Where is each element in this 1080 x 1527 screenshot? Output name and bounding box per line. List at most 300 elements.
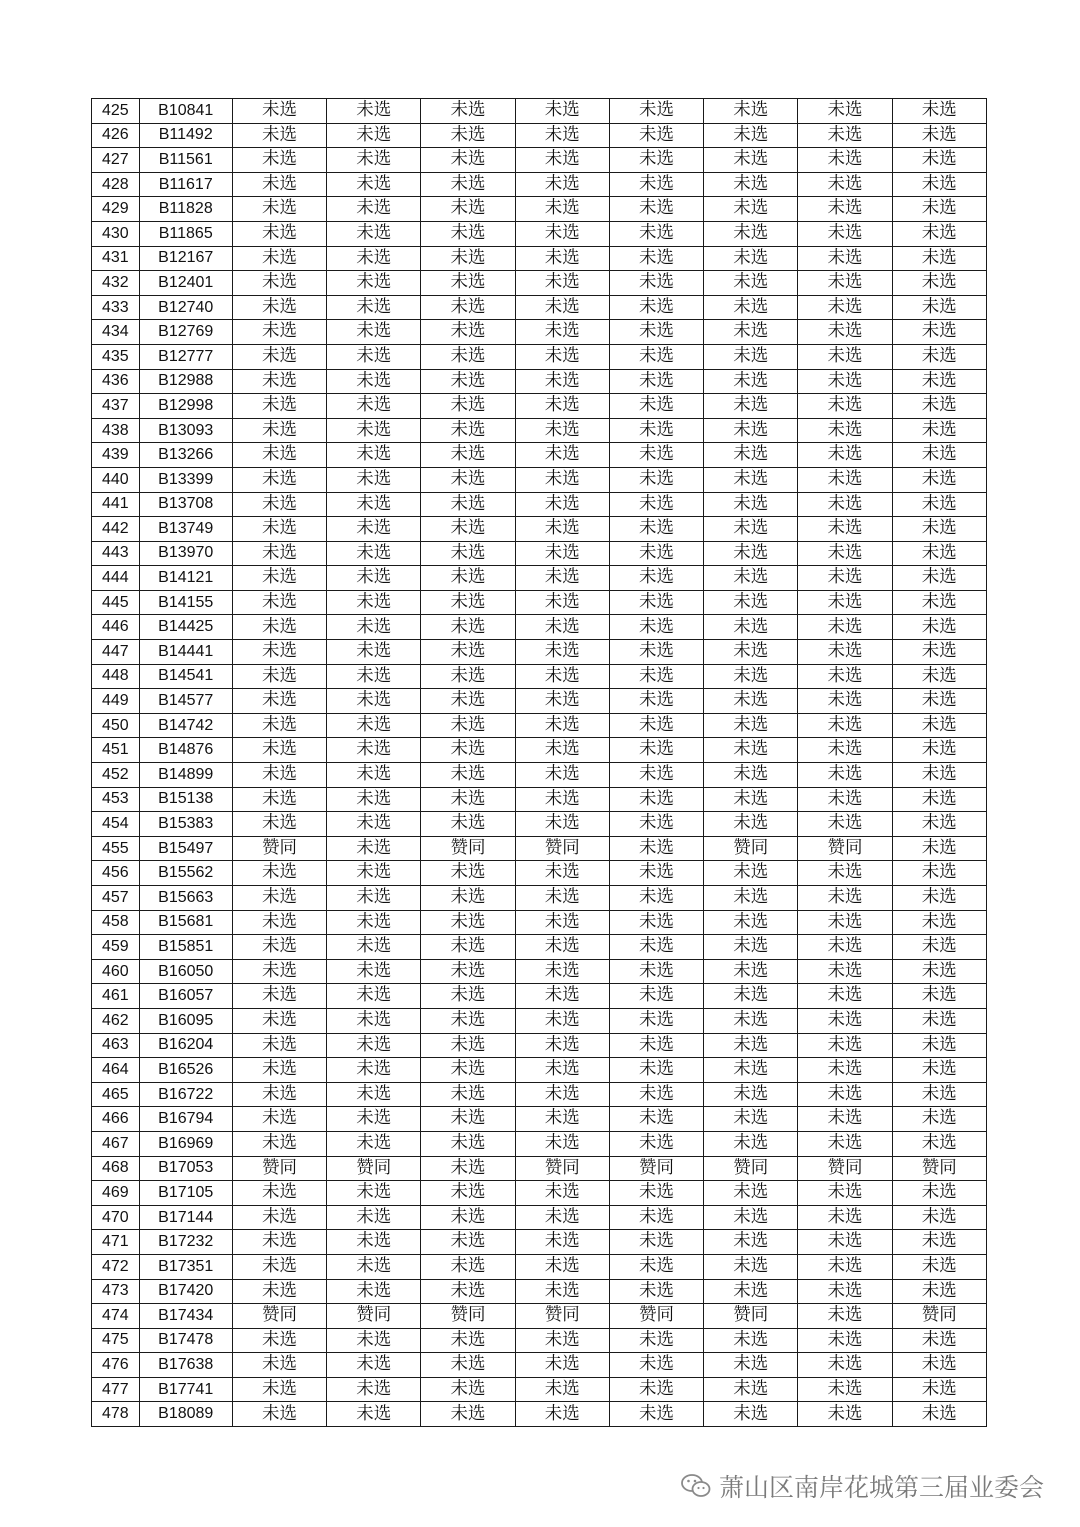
vote-cell: 未选 — [421, 1279, 515, 1304]
vote-cell: 未选 — [798, 369, 892, 394]
vote-cell: 未选 — [515, 172, 609, 197]
vote-cell: 未选 — [232, 1353, 326, 1378]
vote-cell: 未选 — [798, 123, 892, 148]
row-number-cell: 439 — [92, 443, 140, 468]
owner-code-cell: B16526 — [139, 1058, 232, 1083]
vote-cell: 未选 — [798, 1402, 892, 1427]
vote-cell: 未选 — [798, 1033, 892, 1058]
table-row — [92, 689, 987, 714]
vote-cell: 未选 — [892, 467, 986, 492]
owner-code-cell: B17741 — [139, 1377, 232, 1402]
owner-code-cell: B17144 — [139, 1205, 232, 1230]
vote-cell: 未选 — [892, 640, 986, 665]
vote-cell: 未选 — [892, 713, 986, 738]
vote-cell: 未选 — [232, 197, 326, 222]
vote-cell: 未选 — [232, 812, 326, 837]
owner-code-cell: B17638 — [139, 1353, 232, 1378]
vote-cell: 未选 — [892, 1353, 986, 1378]
row-number-cell: 472 — [92, 1254, 140, 1279]
vote-cell: 未选 — [609, 517, 703, 542]
vote-cell: 未选 — [327, 1082, 421, 1107]
owner-code-cell: B16204 — [139, 1033, 232, 1058]
vote-cell: 未选 — [515, 197, 609, 222]
vote-cell: 未选 — [704, 99, 798, 124]
wechat-icon — [681, 1473, 711, 1499]
vote-cell: 未选 — [232, 369, 326, 394]
vote-cell: 未选 — [609, 467, 703, 492]
vote-cell: 未选 — [704, 1008, 798, 1033]
vote-cell: 未选 — [609, 295, 703, 320]
vote-cell: 未选 — [798, 541, 892, 566]
owner-code-cell: B16722 — [139, 1082, 232, 1107]
owner-code-cell: B11492 — [139, 123, 232, 148]
vote-cell: 未选 — [232, 959, 326, 984]
vote-cell: 未选 — [609, 123, 703, 148]
vote-cell: 未选 — [609, 566, 703, 591]
vote-cell: 未选 — [704, 787, 798, 812]
vote-cell: 未选 — [798, 467, 892, 492]
vote-cell: 未选 — [704, 295, 798, 320]
vote-cell: 未选 — [232, 1033, 326, 1058]
vote-cell: 未选 — [704, 640, 798, 665]
vote-cell: 未选 — [704, 861, 798, 886]
vote-cell: 未选 — [798, 1107, 892, 1132]
vote-cell: 未选 — [892, 861, 986, 886]
row-number-cell: 456 — [92, 861, 140, 886]
vote-cell: 未选 — [609, 689, 703, 714]
vote-cell: 未选 — [421, 1181, 515, 1206]
vote-cell: 未选 — [421, 812, 515, 837]
vote-cell: 未选 — [327, 1008, 421, 1033]
vote-cell: 未选 — [327, 172, 421, 197]
vote-cell: 未选 — [327, 984, 421, 1009]
vote-cell: 未选 — [421, 1402, 515, 1427]
owner-code-cell: B17105 — [139, 1181, 232, 1206]
vote-cell: 未选 — [232, 541, 326, 566]
vote-cell: 未选 — [798, 861, 892, 886]
vote-cell: 未选 — [798, 590, 892, 615]
vote-cell: 未选 — [704, 418, 798, 443]
vote-cell: 未选 — [515, 1058, 609, 1083]
table-row — [92, 640, 987, 665]
owner-code-cell: B13266 — [139, 443, 232, 468]
owner-code-cell: B16095 — [139, 1008, 232, 1033]
row-number-cell: 430 — [92, 221, 140, 246]
vote-cell: 未选 — [515, 123, 609, 148]
owner-code-cell: B17232 — [139, 1230, 232, 1255]
row-number-cell: 438 — [92, 418, 140, 443]
vote-cell: 未选 — [609, 418, 703, 443]
vote-cell: 未选 — [798, 664, 892, 689]
vote-cell: 未选 — [421, 1107, 515, 1132]
vote-cell: 未选 — [327, 492, 421, 517]
vote-cell: 赞同 — [515, 1304, 609, 1329]
owner-code-cell: B13749 — [139, 517, 232, 542]
vote-cell: 未选 — [327, 836, 421, 861]
row-number-cell: 437 — [92, 394, 140, 419]
vote-cell: 未选 — [609, 1205, 703, 1230]
vote-cell: 未选 — [327, 1230, 421, 1255]
vote-cell: 未选 — [421, 1033, 515, 1058]
vote-cell: 未选 — [421, 910, 515, 935]
vote-cell: 未选 — [798, 517, 892, 542]
vote-cell: 未选 — [515, 443, 609, 468]
owner-code-cell: B15497 — [139, 836, 232, 861]
row-number-cell: 476 — [92, 1353, 140, 1378]
vote-cell: 未选 — [798, 148, 892, 173]
vote-cell: 未选 — [327, 541, 421, 566]
vote-cell: 未选 — [327, 99, 421, 124]
vote-cell: 未选 — [232, 664, 326, 689]
table-row — [92, 787, 987, 812]
vote-cell: 未选 — [421, 271, 515, 296]
vote-cell: 未选 — [892, 1279, 986, 1304]
vote-cell: 未选 — [704, 713, 798, 738]
vote-cell: 未选 — [892, 295, 986, 320]
vote-cell: 未选 — [421, 369, 515, 394]
table-row — [92, 984, 987, 1009]
vote-cell: 未选 — [232, 492, 326, 517]
vote-cell: 未选 — [515, 492, 609, 517]
vote-cell: 未选 — [515, 467, 609, 492]
table-row — [92, 1131, 987, 1156]
owner-code-cell: B11617 — [139, 172, 232, 197]
vote-cell: 未选 — [704, 1058, 798, 1083]
vote-cell: 未选 — [892, 1205, 986, 1230]
vote-cell: 赞同 — [704, 836, 798, 861]
vote-cell: 未选 — [609, 320, 703, 345]
row-number-cell: 433 — [92, 295, 140, 320]
vote-cell: 未选 — [704, 517, 798, 542]
vote-cell: 未选 — [232, 1107, 326, 1132]
vote-cell: 未选 — [609, 664, 703, 689]
vote-cell: 未选 — [421, 517, 515, 542]
vote-cell: 未选 — [327, 812, 421, 837]
vote-cell: 未选 — [798, 935, 892, 960]
vote-cell: 未选 — [232, 1279, 326, 1304]
owner-code-cell: B14441 — [139, 640, 232, 665]
table-row — [92, 713, 987, 738]
vote-cell: 未选 — [327, 787, 421, 812]
vote-cell: 未选 — [421, 344, 515, 369]
table-row — [92, 812, 987, 837]
vote-cell: 未选 — [232, 1058, 326, 1083]
table-row — [92, 467, 987, 492]
vote-cell: 未选 — [327, 959, 421, 984]
table-row — [92, 1082, 987, 1107]
vote-cell: 未选 — [704, 566, 798, 591]
vote-cell: 未选 — [421, 148, 515, 173]
vote-cell: 未选 — [798, 1205, 892, 1230]
vote-cell: 未选 — [798, 984, 892, 1009]
vote-cell: 未选 — [515, 886, 609, 911]
vote-cell: 未选 — [232, 763, 326, 788]
vote-cell: 未选 — [232, 443, 326, 468]
vote-cell: 未选 — [515, 1230, 609, 1255]
vote-cell: 未选 — [798, 1254, 892, 1279]
owner-code-cell: B12998 — [139, 394, 232, 419]
owner-code-cell: B14155 — [139, 590, 232, 615]
vote-cell: 赞同 — [515, 836, 609, 861]
table-row — [92, 1377, 987, 1402]
vote-cell: 未选 — [327, 640, 421, 665]
row-number-cell: 434 — [92, 320, 140, 345]
vote-cell: 未选 — [232, 886, 326, 911]
vote-cell: 未选 — [327, 148, 421, 173]
owner-code-cell: B15681 — [139, 910, 232, 935]
vote-cell: 未选 — [232, 1008, 326, 1033]
vote-cell: 未选 — [892, 1181, 986, 1206]
vote-cell: 未选 — [421, 172, 515, 197]
vote-cell: 未选 — [327, 1131, 421, 1156]
vote-cell: 未选 — [232, 910, 326, 935]
owner-code-cell: B17351 — [139, 1254, 232, 1279]
vote-cell: 未选 — [421, 787, 515, 812]
owner-code-cell: B12777 — [139, 344, 232, 369]
row-number-cell: 469 — [92, 1181, 140, 1206]
vote-cell: 未选 — [327, 246, 421, 271]
vote-cell: 未选 — [421, 467, 515, 492]
vote-cell: 未选 — [421, 418, 515, 443]
vote-cell: 未选 — [327, 1033, 421, 1058]
vote-cell: 未选 — [327, 443, 421, 468]
vote-cell: 未选 — [232, 640, 326, 665]
vote-cell: 未选 — [515, 861, 609, 886]
row-number-cell: 428 — [92, 172, 140, 197]
row-number-cell: 463 — [92, 1033, 140, 1058]
vote-cell: 赞同 — [327, 1304, 421, 1329]
vote-cell: 未选 — [798, 172, 892, 197]
vote-cell: 未选 — [704, 689, 798, 714]
table-row — [92, 664, 987, 689]
vote-cell: 未选 — [609, 1328, 703, 1353]
vote-cell: 未选 — [421, 246, 515, 271]
vote-cell: 未选 — [892, 1377, 986, 1402]
vote-cell: 未选 — [232, 984, 326, 1009]
vote-cell: 未选 — [327, 418, 421, 443]
vote-cell: 未选 — [327, 615, 421, 640]
vote-cell: 未选 — [798, 738, 892, 763]
vote-cell: 未选 — [704, 1131, 798, 1156]
vote-cell: 未选 — [515, 566, 609, 591]
vote-cell: 未选 — [704, 1181, 798, 1206]
vote-cell: 未选 — [515, 959, 609, 984]
vote-cell: 未选 — [232, 1328, 326, 1353]
vote-cell: 未选 — [892, 443, 986, 468]
vote-cell: 未选 — [232, 246, 326, 271]
vote-cell: 未选 — [798, 246, 892, 271]
owner-code-cell: B17053 — [139, 1156, 232, 1181]
vote-cell: 未选 — [327, 369, 421, 394]
vote-cell: 赞同 — [798, 836, 892, 861]
owner-code-cell: B15383 — [139, 812, 232, 837]
table-row — [92, 271, 987, 296]
owner-code-cell: B16969 — [139, 1131, 232, 1156]
row-number-cell: 431 — [92, 246, 140, 271]
vote-cell: 未选 — [704, 320, 798, 345]
vote-cell: 未选 — [515, 1008, 609, 1033]
vote-cell: 未选 — [515, 1205, 609, 1230]
vote-cell: 未选 — [704, 492, 798, 517]
vote-cell: 未选 — [798, 689, 892, 714]
vote-cell: 未选 — [609, 1008, 703, 1033]
row-number-cell: 449 — [92, 689, 140, 714]
vote-cell: 未选 — [515, 689, 609, 714]
vote-cell: 未选 — [421, 320, 515, 345]
vote-cell: 赞同 — [327, 1156, 421, 1181]
owner-code-cell: B12401 — [139, 271, 232, 296]
vote-cell: 未选 — [609, 1353, 703, 1378]
vote-cell: 未选 — [327, 763, 421, 788]
owner-code-cell: B12769 — [139, 320, 232, 345]
vote-cell: 未选 — [515, 517, 609, 542]
table-row — [92, 517, 987, 542]
vote-cell: 未选 — [421, 664, 515, 689]
vote-cell: 未选 — [421, 1254, 515, 1279]
vote-cell: 未选 — [704, 1279, 798, 1304]
vote-cell: 未选 — [609, 1230, 703, 1255]
vote-cell: 未选 — [704, 246, 798, 271]
vote-cell: 未选 — [892, 738, 986, 763]
vote-cell: 未选 — [421, 295, 515, 320]
vote-cell: 未选 — [609, 246, 703, 271]
vote-cell: 未选 — [704, 812, 798, 837]
vote-cell: 未选 — [515, 221, 609, 246]
vote-cell: 赞同 — [421, 1304, 515, 1329]
vote-cell: 未选 — [515, 295, 609, 320]
vote-cell: 未选 — [892, 172, 986, 197]
vote-cell: 未选 — [327, 689, 421, 714]
table-row — [92, 197, 987, 222]
vote-cell: 未选 — [515, 640, 609, 665]
vote-cell: 未选 — [327, 271, 421, 296]
vote-cell: 未选 — [609, 541, 703, 566]
row-number-cell: 436 — [92, 369, 140, 394]
vote-cell: 未选 — [232, 517, 326, 542]
owner-code-cell: B15663 — [139, 886, 232, 911]
table-row — [92, 1402, 987, 1427]
vote-cell: 未选 — [609, 1254, 703, 1279]
vote-cell: 未选 — [421, 1156, 515, 1181]
vote-cell: 未选 — [327, 1058, 421, 1083]
row-number-cell: 473 — [92, 1279, 140, 1304]
table-row — [92, 1254, 987, 1279]
vote-cell: 未选 — [798, 787, 892, 812]
row-number-cell: 466 — [92, 1107, 140, 1132]
vote-cell: 未选 — [609, 1181, 703, 1206]
vote-cell: 未选 — [515, 812, 609, 837]
table-row — [92, 1205, 987, 1230]
vote-cell: 未选 — [421, 99, 515, 124]
vote-cell: 未选 — [609, 1082, 703, 1107]
vote-cell: 未选 — [892, 148, 986, 173]
vote-cell: 未选 — [609, 640, 703, 665]
vote-cell: 未选 — [515, 99, 609, 124]
vote-cell: 未选 — [515, 935, 609, 960]
table-row — [92, 615, 987, 640]
row-number-cell: 451 — [92, 738, 140, 763]
vote-cell: 未选 — [232, 99, 326, 124]
vote-cell: 未选 — [892, 246, 986, 271]
vote-cell: 未选 — [609, 369, 703, 394]
vote-cell: 未选 — [892, 197, 986, 222]
row-number-cell: 452 — [92, 763, 140, 788]
owner-code-cell: B12740 — [139, 295, 232, 320]
vote-cell: 未选 — [327, 566, 421, 591]
vote-cell: 未选 — [327, 935, 421, 960]
vote-cell: 未选 — [327, 1205, 421, 1230]
vote-cell: 未选 — [421, 590, 515, 615]
table-row — [92, 1230, 987, 1255]
vote-cell: 未选 — [232, 566, 326, 591]
vote-cell: 未选 — [515, 320, 609, 345]
vote-cell: 未选 — [704, 615, 798, 640]
row-number-cell: 474 — [92, 1304, 140, 1329]
vote-cell: 未选 — [515, 1254, 609, 1279]
vote-cell: 赞同 — [515, 1156, 609, 1181]
vote-cell: 未选 — [609, 1131, 703, 1156]
row-number-cell: 465 — [92, 1082, 140, 1107]
vote-cell: 未选 — [609, 99, 703, 124]
vote-cell: 未选 — [798, 1328, 892, 1353]
owner-code-cell: B12988 — [139, 369, 232, 394]
owner-code-cell: B10841 — [139, 99, 232, 124]
vote-cell: 未选 — [421, 394, 515, 419]
owner-code-cell: B13093 — [139, 418, 232, 443]
owner-code-cell: B14541 — [139, 664, 232, 689]
vote-cell: 未选 — [515, 1353, 609, 1378]
vote-cell: 未选 — [704, 1107, 798, 1132]
vote-cell: 赞同 — [232, 1304, 326, 1329]
vote-cell: 未选 — [704, 1377, 798, 1402]
vote-cell: 未选 — [232, 320, 326, 345]
owner-code-cell: B18089 — [139, 1402, 232, 1427]
vote-cell: 未选 — [421, 566, 515, 591]
vote-cell: 未选 — [232, 1082, 326, 1107]
vote-cell: 未选 — [609, 394, 703, 419]
row-number-cell: 477 — [92, 1377, 140, 1402]
vote-cell: 未选 — [515, 1131, 609, 1156]
vote-cell: 未选 — [704, 541, 798, 566]
vote-cell: 未选 — [798, 271, 892, 296]
vote-cell: 未选 — [327, 467, 421, 492]
vote-cell: 未选 — [609, 984, 703, 1009]
vote-cell: 赞同 — [609, 1304, 703, 1329]
owner-code-cell: B17434 — [139, 1304, 232, 1329]
vote-cell: 未选 — [704, 344, 798, 369]
vote-cell: 未选 — [892, 492, 986, 517]
vote-cell: 未选 — [798, 344, 892, 369]
vote-cell: 未选 — [421, 1328, 515, 1353]
vote-cell: 未选 — [327, 1107, 421, 1132]
vote-cell: 赞同 — [232, 836, 326, 861]
vote-cell: 未选 — [609, 738, 703, 763]
row-number-cell: 445 — [92, 590, 140, 615]
vote-cell: 未选 — [232, 1131, 326, 1156]
vote-cell: 赞同 — [232, 1156, 326, 1181]
vote-cell: 赞同 — [609, 1156, 703, 1181]
vote-cell: 未选 — [892, 1008, 986, 1033]
owner-code-cell: B16057 — [139, 984, 232, 1009]
vote-cell: 未选 — [327, 664, 421, 689]
table-row — [92, 1353, 987, 1378]
ballot-table-body — [92, 99, 987, 1427]
vote-cell: 未选 — [609, 1402, 703, 1427]
owner-code-cell: B11865 — [139, 221, 232, 246]
vote-cell: 未选 — [421, 1353, 515, 1378]
vote-cell: 未选 — [515, 984, 609, 1009]
vote-cell: 未选 — [421, 689, 515, 714]
